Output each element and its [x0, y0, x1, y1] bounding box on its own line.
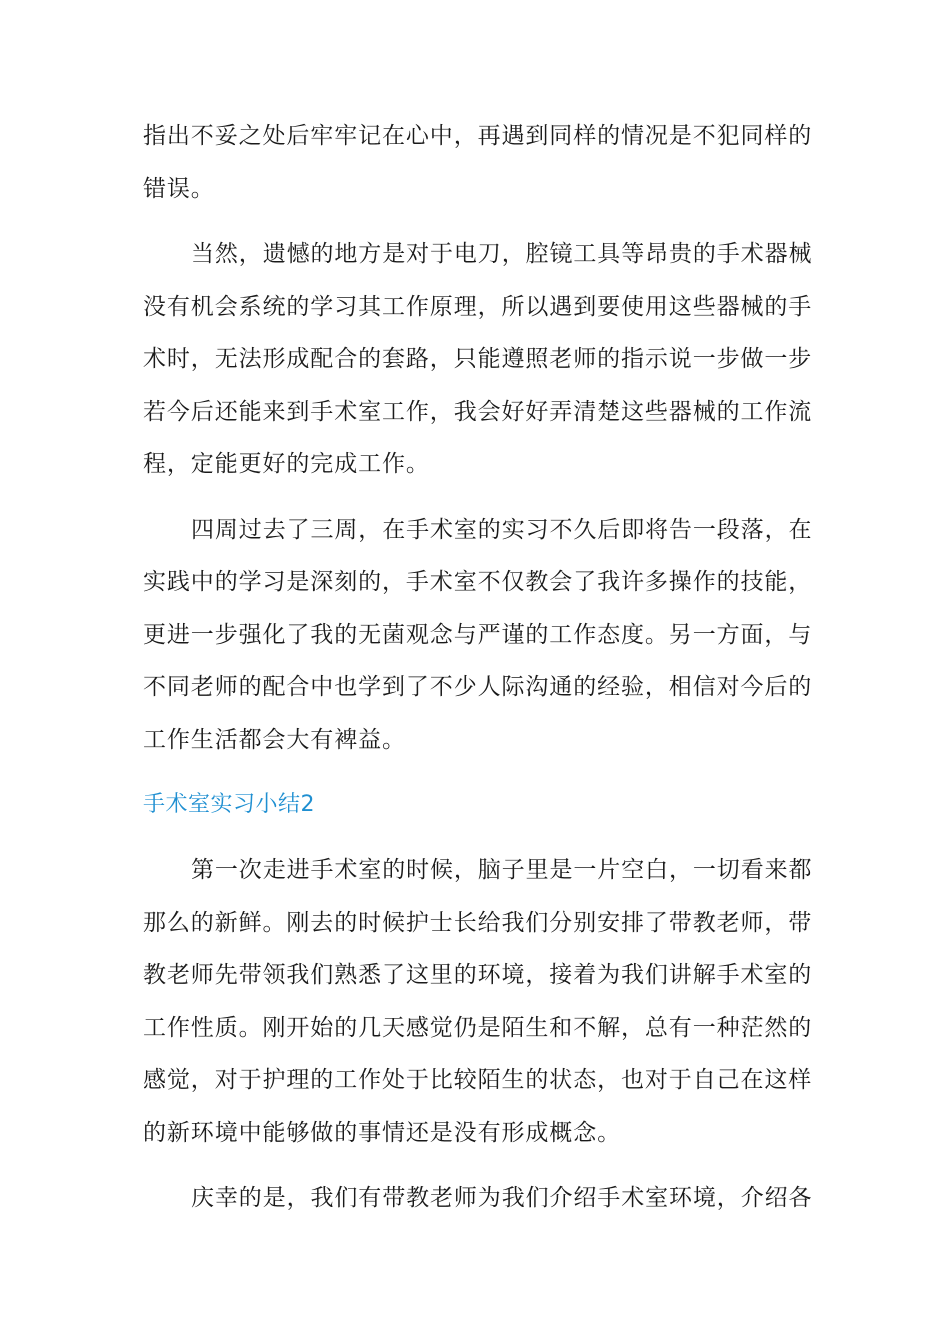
text-line: 教老师先带领我们熟悉了这里的环境，接着为我们讲解手术室的 — [143, 962, 813, 988]
text-line: 实践中的学习是深刻的，手术室不仅教会了我许多操作的技能， — [143, 569, 813, 595]
text-line: 若今后还能来到手术室工作，我会好好弄清楚这些器械的工作流 — [143, 398, 813, 425]
text-line: 庆幸的是，我们有带教老师为我们介绍手术室环境，介绍各 — [191, 1185, 813, 1211]
paragraph — [143, 504, 813, 767]
text-line: 错误。 — [143, 175, 215, 202]
text-line: 四周过去了三周，在手术室的实习不久后即将告一段落，在 — [191, 516, 813, 543]
text-line: 的新环境中能够做的事情还是没有形成概念。 — [143, 1119, 621, 1146]
paragraph — [143, 228, 813, 491]
text-line: 当然，遗憾的地方是对于电刀，腔镜工具等昂贵的手术器械 — [191, 241, 813, 267]
text-line: 更进一步强化了我的无菌观念与严谨的工作态度。另一方面，与 — [143, 621, 813, 648]
text-line: 程，定能更好的完成工作。 — [143, 451, 430, 477]
paragraph — [143, 1172, 813, 1225]
text-line: 那么的新鲜。刚去的时候护士长给我们分别安排了带教老师，带 — [143, 909, 813, 936]
text-line: 不同老师的配合中也学到了不少人际沟通的经验，相信对今后的 — [143, 674, 813, 700]
text-line: 工作生活都会大有裨益。 — [143, 726, 406, 753]
text-line: 指出不妥之处后牢牢记在心中，再遇到同样的情况是不犯同样的 — [143, 123, 813, 149]
text-line: 感觉，对于护理的工作处于比较陌生的状态，也对于自己在这样 — [143, 1067, 813, 1093]
section-heading: 手术室实习小结2 — [143, 792, 315, 817]
paragraph — [143, 110, 813, 215]
text-line: 工作性质。刚开始的几天感觉仍是陌生和不解，总有一种茫然的 — [143, 1014, 813, 1041]
text-line: 没有机会系统的学习其工作原理，所以遇到要使用这些器械的手 — [143, 293, 813, 320]
text-line: 术时，无法形成配合的套路，只能遵照老师的指示说一步做一步 — [143, 346, 813, 372]
text-line: 第一次走进手术室的时候，脑子里是一片空白，一切看来都 — [191, 857, 813, 883]
document-body — [143, 110, 813, 1225]
paragraph — [143, 844, 813, 1159]
